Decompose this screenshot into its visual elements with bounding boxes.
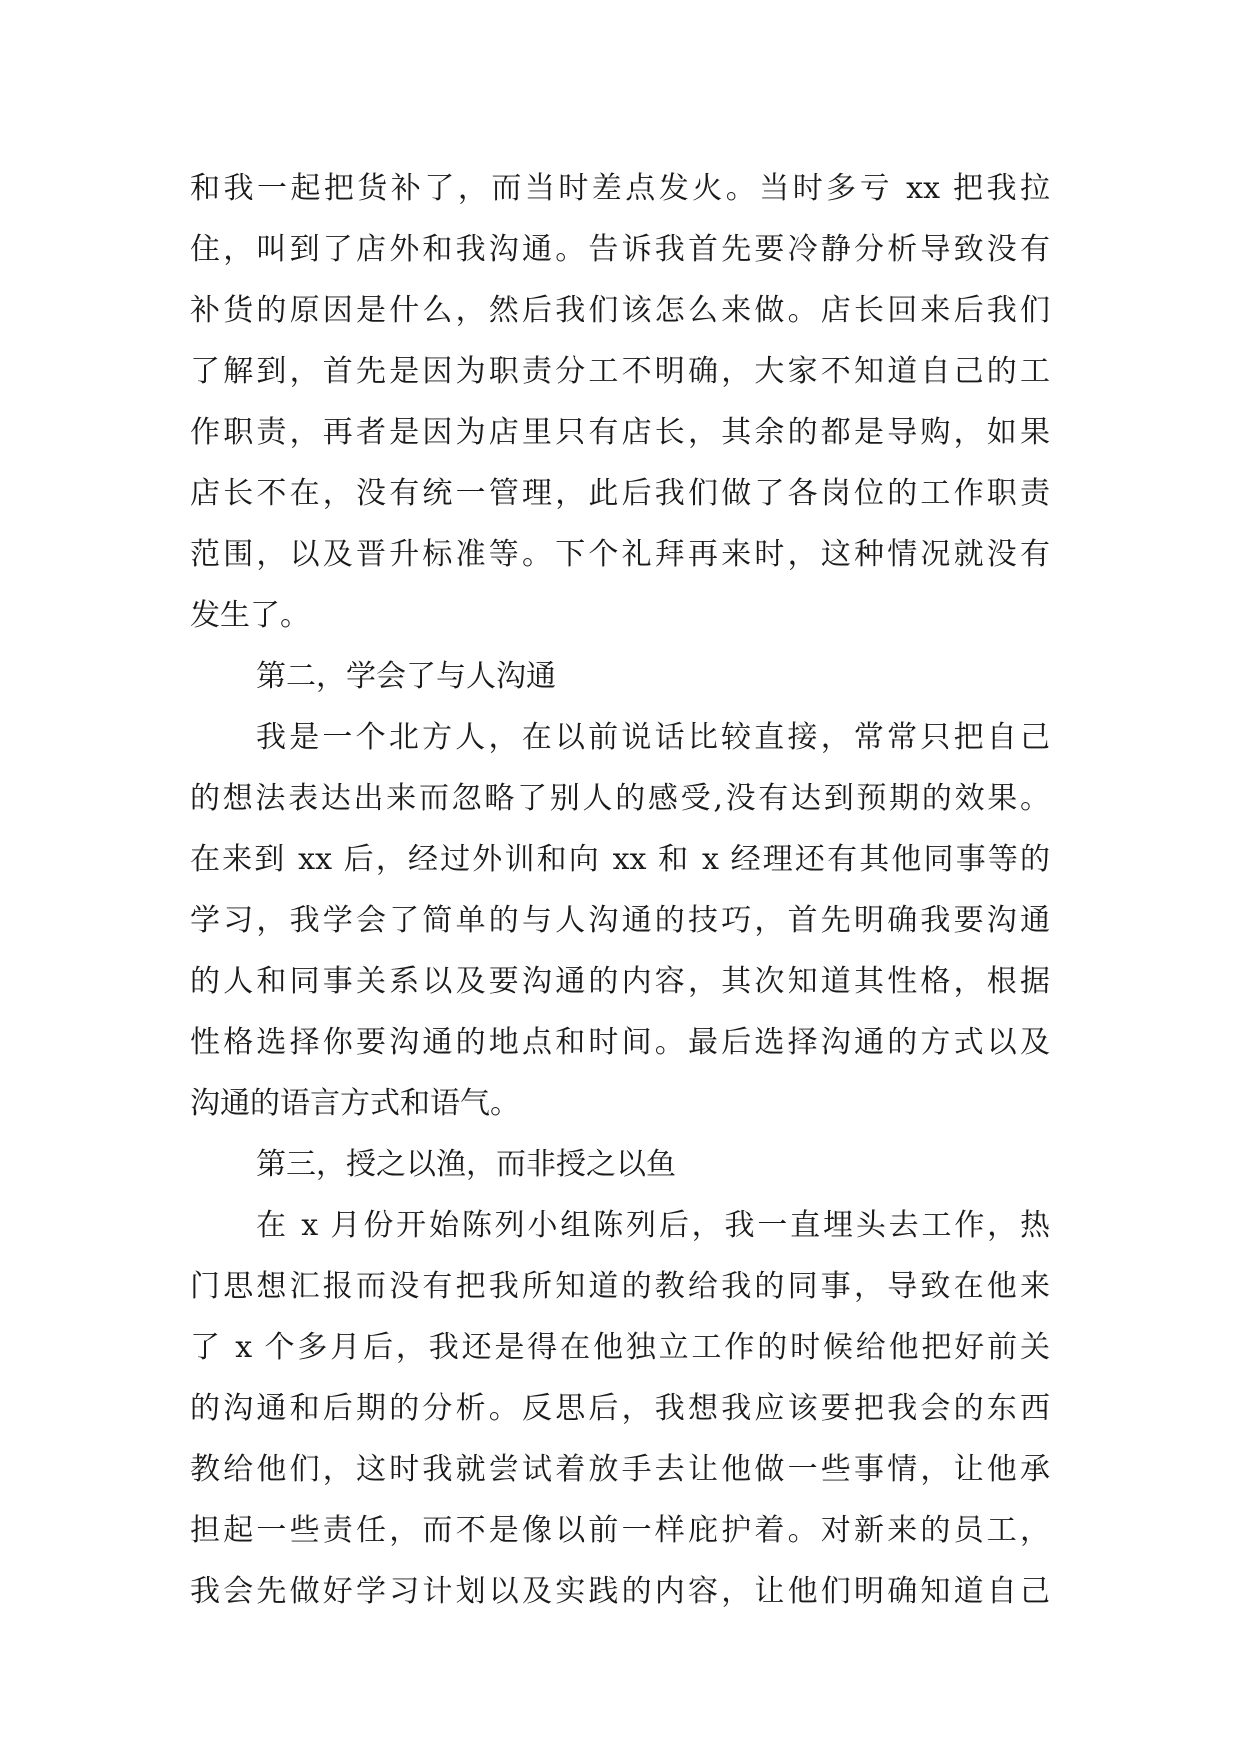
text-line: 的人和同事关系以及要沟通的内容，其次知道其性格，根据 — [190, 964, 1050, 999]
section-heading: 第二，学会了与人沟通 — [256, 659, 556, 694]
text-line: 性格选择你要沟通的地点和时间。最后选择沟通的方式以及 — [190, 1025, 1050, 1060]
text-line: 了解到，首先是因为职责分工不明确，大家不知道自己的工 — [190, 354, 1050, 389]
body-text — [190, 158, 1050, 1622]
text-line: 门思想汇报而没有把我所知道的教给我的同事，导致在他来 — [190, 1269, 1050, 1304]
text-line: 教给他们，这时我就尝试着放手去让他做一些事情，让他承 — [190, 1452, 1050, 1487]
text-line: 在来到 xx 后，经过外训和向 xx 和 x 经理还有其他同事等的 — [190, 842, 1050, 877]
text-line: 店长不在，没有统一管理，此后我们做了各岗位的工作职责 — [190, 476, 1050, 511]
text-line: 和我一起把货补了，而当时差点发火。当时多亏 xx 把我拉 — [190, 171, 1050, 206]
text-line: 的想法表达出来而忽略了别人的感受,没有达到预期的效果。 — [190, 781, 1050, 816]
text-line: 范围，以及晋升标准等。下个礼拜再来时，这种情况就没有 — [190, 537, 1050, 572]
text-line: 补货的原因是什么，然后我们该怎么来做。店长回来后我们 — [190, 293, 1050, 328]
text-line: 在 x 月份开始陈列小组陈列后，我一直埋头去工作，热 — [256, 1208, 1050, 1243]
text-line: 了 x 个多月后，我还是得在他独立工作的时候给他把好前关 — [190, 1330, 1050, 1365]
text-line: 作职责，再者是因为店里只有店长，其余的都是导购，如果 — [190, 415, 1050, 450]
text-line: 发生了。 — [190, 598, 310, 633]
text-line: 我会先做好学习计划以及实践的内容，让他们明确知道自己 — [190, 1574, 1050, 1609]
text-line: 沟通的语言方式和语气。 — [190, 1086, 520, 1121]
text-line: 学习，我学会了简单的与人沟通的技巧，首先明确我要沟通 — [190, 903, 1050, 938]
text-line: 我是一个北方人，在以前说话比较直接，常常只把自己 — [256, 720, 1050, 755]
text-line: 的沟通和后期的分析。反思后，我想我应该要把我会的东西 — [190, 1391, 1050, 1426]
section-heading: 第三，授之以渔，而非授之以鱼 — [256, 1147, 676, 1182]
text-line: 担起一些责任，而不是像以前一样庇护着。对新来的员工， — [190, 1513, 1050, 1548]
text-line: 住，叫到了店外和我沟通。告诉我首先要冷静分析导致没有 — [190, 232, 1050, 267]
